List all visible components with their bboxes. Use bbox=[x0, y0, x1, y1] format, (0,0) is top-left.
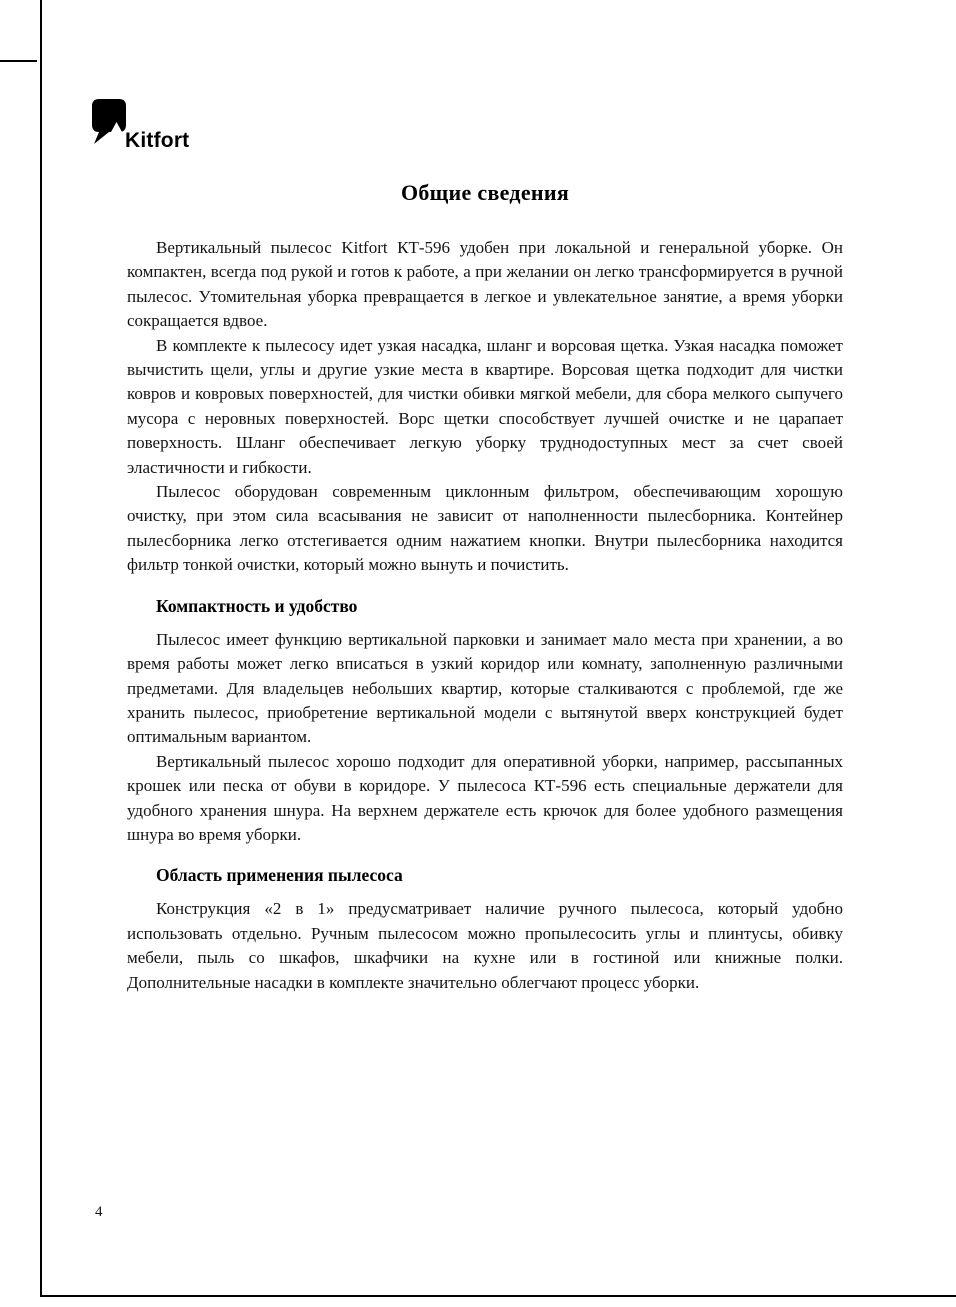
kitfort-logo bbox=[90, 99, 250, 157]
page-title: Общие сведения bbox=[400, 180, 570, 205]
trim-mark-top-left bbox=[0, 60, 37, 62]
trim-mark-left-vertical bbox=[40, 0, 42, 1297]
section-heading-application: Область применения пылесоса bbox=[156, 865, 403, 886]
paragraph-compactness-1: Пылесос имеет функцию вертикальной парковки и занимает мало места при хранении, а во время работы может легко вписаться в узкий коридор или комнату, заполненную различными предметами. Для владельцев небольших квартир, которые сталкиваются с проблемой, где же хранить пылесос, приобретение вертикальной модели с вытянутой вверх конструкцией будет оптимальным вариантом. bbox=[127, 629, 843, 747]
paragraph-compactness-2: Вертикальный пылесос хорошо подходит для оперативной уборки, например, рассыпанных крошек или песка от обуви в коридоре. У пылесоса КТ-596 есть специальные держатели для удобного хранения шнура. На верхнем держателе есть крючок для более удобного размещения шнура во время уборки. bbox=[127, 751, 843, 844]
page-number: 4 bbox=[95, 1204, 103, 1220]
paragraph-intro-2: В комплекте к пылесосу идет узкая насадка, шланг и ворсовая щетка. Узкая насадка поможет вычистить щели, углы и другие узкие места в квартире. Ворсовая щетка подходит для чистки ковров и ковровых поверхностей, для чистки обивки мягкой мебели, для сбора мелкого сыпучего мусора с неровных поверхностей. Ворс щетки способствует лучшей очистке и не царапает поверхность. Шланг обеспечивает легкую уборку труднодоступных мест за счет своей эластичности и гибкости. bbox=[127, 335, 843, 477]
paragraph-intro-3: Пылесос оборудован современным циклонным фильтром, обеспечивающим хорошую очистку, при этом сила всасывания не зависит от наполненности пылесборника. Контейнер пылесборника легко отстегивается одним нажатием кнопки. Внутри пылесборника находится фильтр тонкой очистки, который можно вынуть и почистить. bbox=[127, 482, 843, 575]
kitfort-logo-text: Kitfort bbox=[125, 129, 190, 152]
section-heading-compactness: Компактность и удобство bbox=[156, 595, 358, 616]
kitfort-logo-icon bbox=[90, 99, 126, 145]
document-body bbox=[127, 178, 843, 995]
paragraph-intro-1: Вертикальный пылесос Kitfort КТ-596 удобен при локальной и генеральной уборке. Он компактен, всегда под рукой и готов к работе, а при желании он легко трансформируется в ручной пылесос. Утомительная уборка превращается в легкое и увлекательное занятие, а время уборки сокращается вдвое. bbox=[127, 238, 843, 331]
paragraph-application-1: Конструкция «2 в 1» предусматривает наличие ручного пылесоса, который удобно использовать отдельно. Ручным пылесосом можно пропылесосить углы и плинтусы, обивку мебели, пыль со шкафов, шкафчики на кухне или в гостиной или книжные полки. Дополнительные насадки в комплекте значительно облегчают процесс уборки. bbox=[127, 899, 843, 992]
trim-mark-bottom bbox=[40, 1295, 956, 1297]
